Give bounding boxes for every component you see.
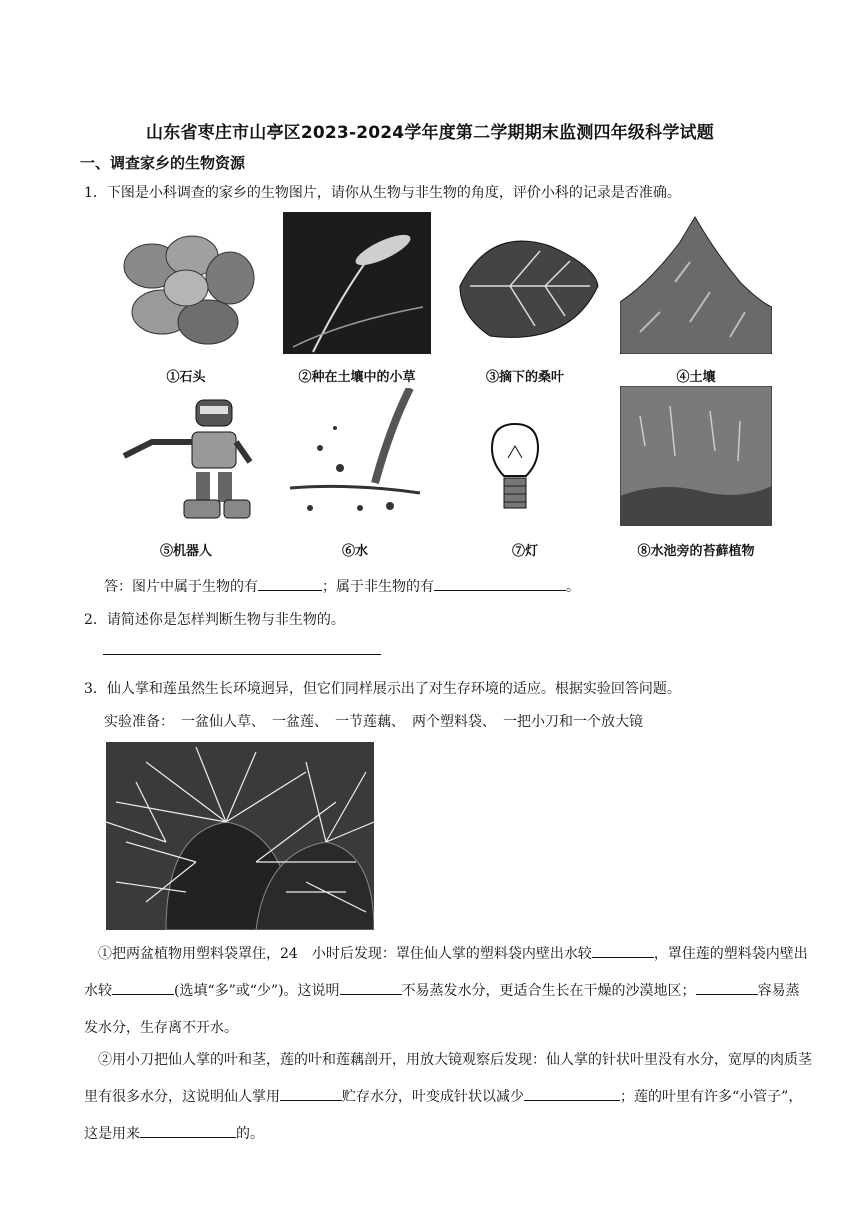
question-3-part-2 bbox=[84, 1042, 812, 1153]
part-1-text-d: 不易蒸发水分，更适合生长在干燥的沙漠地区； bbox=[401, 983, 696, 999]
robot-photo bbox=[112, 392, 260, 526]
part-1-text-b: ，罩住莲的塑料袋内壁出水较 bbox=[84, 946, 808, 999]
blank-cactus-water[interactable] bbox=[592, 943, 654, 958]
image-caption: ②种在土壤中的小草 bbox=[298, 370, 416, 385]
part-1-text-c: (选填“多”或“少”)。这说明 bbox=[174, 983, 340, 999]
leaf-photo bbox=[450, 226, 600, 354]
water-photo bbox=[280, 388, 430, 526]
answer-prefix: 答：图片中属于生物的有 bbox=[104, 579, 258, 595]
part-1-text-a: ①把两盆植物用塑料袋罩住，24 小时后发现：罩住仙人掌的塑料袋内壁出水较 bbox=[98, 946, 592, 962]
section-heading: 一、调查家乡的生物资源 bbox=[80, 154, 246, 172]
answer-blank-nonliving[interactable] bbox=[434, 576, 566, 591]
image-caption: ⑧水池旁的苔藓植物 bbox=[637, 544, 755, 559]
part-1-text-e: 容易蒸发水分，生存离不开水。 bbox=[84, 983, 800, 1036]
soil-photo bbox=[620, 212, 772, 354]
question-1-answer bbox=[104, 576, 580, 596]
question-1-text: 1．下图是小科调查的家乡的生物图片，请你从生物与非生物的角度，评价小科的记录是否准确。 bbox=[84, 185, 681, 201]
answer-blank-living[interactable] bbox=[258, 576, 322, 591]
image-caption: ①石头 bbox=[166, 370, 206, 385]
part-2-text-c: ；莲的叶里有许多“小管子”，这是用来 bbox=[84, 1089, 803, 1142]
image-caption: ⑤机器人 bbox=[159, 544, 212, 559]
cactus-photo bbox=[106, 742, 374, 930]
question-3-part-1 bbox=[84, 936, 812, 1047]
image-caption: ④土壤 bbox=[676, 370, 716, 385]
question-2-answer-line[interactable] bbox=[103, 654, 381, 655]
blank-lotus-water[interactable] bbox=[112, 980, 174, 995]
part-2-text-d: 的。 bbox=[236, 1126, 264, 1142]
moss-photo bbox=[620, 386, 772, 526]
question-2-text: 2．请简述你是怎样判断生物与非生物的。 bbox=[84, 612, 345, 628]
page-title: 山东省枣庄市山亭区2023-2024学年度第二学期期末监测四年级科学试题 bbox=[146, 123, 714, 143]
stones-photo bbox=[112, 226, 260, 354]
answer-end: 。 bbox=[566, 579, 580, 595]
image-caption: ⑥水 bbox=[341, 544, 368, 559]
image-caption: ③摘下的桑叶 bbox=[485, 370, 564, 385]
part-2-text-a: ②用小刀把仙人掌的叶和茎，莲的叶和莲藕剖开，用放大镜观察后发现：仙人掌的针状叶里没有水分，宽厚的肉质茎里有很多水分，这说明仙人掌用 bbox=[84, 1052, 812, 1105]
part-2-text-b: 贮存水分，叶变成针状以减少 bbox=[342, 1089, 524, 1105]
blank-function[interactable] bbox=[140, 1123, 236, 1138]
grass-photo bbox=[283, 212, 431, 354]
experiment-prep: 实验准备： 一盆仙人草、 一盆莲、 一节莲藕、 两个塑料袋、 一把小刀和一个放大镜 bbox=[104, 714, 643, 730]
blank-storage-organ[interactable] bbox=[280, 1086, 342, 1101]
blank-plant-2[interactable] bbox=[696, 980, 758, 995]
blank-reduce[interactable] bbox=[524, 1086, 620, 1101]
bulb-photo bbox=[486, 418, 544, 524]
question-3-text: 3．仙人掌和莲虽然生长环境迥异，但它们同样展示出了对生存环境的适应。根据实验回答问题。 bbox=[84, 681, 681, 697]
answer-mid: ；属于非生物的有 bbox=[322, 579, 434, 595]
image-caption: ⑦灯 bbox=[511, 544, 538, 559]
blank-plant-1[interactable] bbox=[340, 980, 402, 995]
